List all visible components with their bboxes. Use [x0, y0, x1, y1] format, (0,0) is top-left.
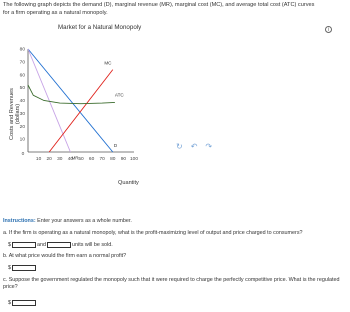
instructions-text: Enter your answers as a whole number. — [35, 218, 132, 224]
question-b: b. At what price would the firm earn a normal profit? — [3, 253, 127, 259]
price-input-c[interactable] — [12, 300, 36, 306]
x-tick-label: 40 — [67, 157, 74, 162]
quantity-input-a[interactable] — [47, 242, 71, 248]
y-tick-label: 30 — [19, 111, 25, 117]
series-atc-label: ATC — [114, 92, 124, 98]
units-label: units will be sold. — [72, 242, 113, 248]
x-tick-label: 100 — [129, 157, 139, 162]
y-tick-label: 50 — [19, 86, 25, 92]
instructions — [3, 218, 348, 225]
x-tick-label: 10 — [35, 157, 42, 162]
x-tick-label: 70 — [99, 157, 105, 162]
x-tick-label: 0 — [21, 152, 25, 157]
x-axis-label: Quantity — [118, 180, 139, 186]
x-tick-label: 90 — [120, 157, 127, 162]
info-icon[interactable]: i — [325, 26, 332, 33]
and-label: and — [37, 242, 46, 248]
chart-title: Market for a Natural Monopoly — [58, 24, 142, 31]
series-d-label: D — [113, 142, 118, 148]
y-tick-label: 20 — [19, 124, 25, 130]
price-input-a[interactable] — [12, 242, 36, 248]
answer-c-row — [8, 299, 37, 307]
y-axis-label: Costs and Revenues (dollars) — [9, 88, 21, 140]
y-tick-label: 80 — [19, 47, 25, 53]
redo-icon[interactable]: ↷ — [205, 142, 213, 151]
y-tick-label: 60 — [19, 73, 25, 79]
graph-tools — [176, 142, 220, 151]
series-mr-label: MR — [71, 155, 79, 161]
question-c: c. Suppose the government regulated the monopoly such that it were required to charge the perfectly competitive price. What is the regulated price? — [3, 277, 340, 290]
currency-label: $ — [8, 300, 11, 306]
y-tick-label: 70 — [19, 60, 25, 66]
y-tick-label: 10 — [19, 137, 25, 143]
answer-a-row — [8, 241, 113, 249]
currency-label: $ — [8, 265, 11, 271]
undo-icon[interactable]: ↶ — [190, 142, 198, 151]
x-tick-label: 50 — [78, 157, 84, 162]
question-a: a. If the firm is operating as a natural monopoly, what is the profit-maximizing level of output and price charged to consumers? — [3, 230, 303, 236]
answer-b-row — [8, 264, 37, 272]
series-mc-label: MC — [104, 60, 112, 66]
x-tick-label: 30 — [57, 157, 63, 162]
instructions-prefix: Instructions: — [3, 218, 36, 224]
y-tick-label: 40 — [19, 99, 25, 105]
x-tick-label: 20 — [46, 157, 52, 162]
x-tick-label: 80 — [110, 157, 116, 162]
price-input-b[interactable] — [12, 265, 36, 271]
refresh-icon[interactable]: ↻ — [176, 142, 183, 151]
intro-text: The following graph depicts the demand (D), marginal revenue (MR), marginal cost (MC), and average total cost (ATC) curves for a firm operating as a natural monopoly. — [3, 2, 315, 16]
currency-label: $ — [8, 242, 11, 248]
x-tick-label: 60 — [88, 157, 95, 162]
